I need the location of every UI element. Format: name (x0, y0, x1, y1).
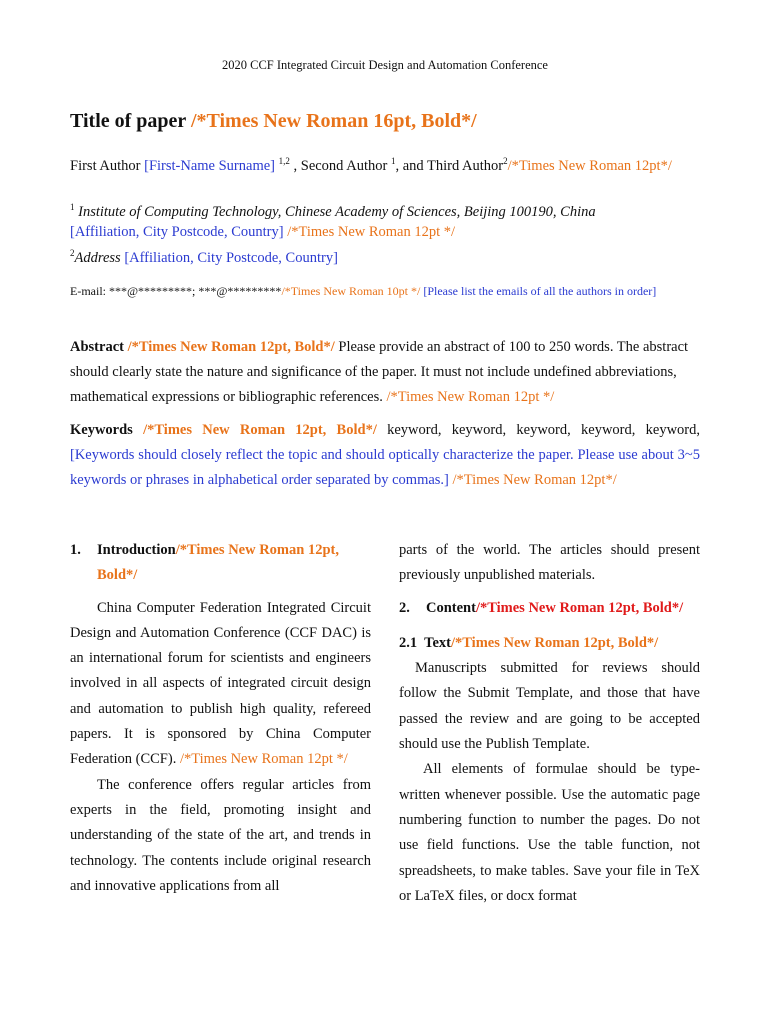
section-1-heading (70, 538, 371, 589)
keywords-format-note: /*Times New Roman 12pt*/ (448, 472, 617, 488)
section-1-paragraph-2-continued: parts of the world. The articles should present previously unpublished materials. (399, 542, 700, 584)
third-author: , and Third Author (395, 158, 504, 174)
email-placeholder: [Please list the emails of all the authors in order] (420, 284, 657, 298)
section-1-para-1-note: /*Times New Roman 12pt */ (179, 751, 348, 768)
section-1-number: 1. (70, 542, 81, 558)
abstract-text: Please provide an abstract of 100 to 250 words. The abstract should clearly state the nature and significance of the paper. It must not include undefined abbreviations, mathematical expressions or bibliographic references. (70, 339, 689, 405)
email-text: E-mail: ***@*********; ***@********* (70, 284, 282, 298)
author-line (70, 156, 690, 176)
affiliation-1 (70, 202, 710, 242)
section-2-heading (399, 596, 700, 621)
abstract (70, 335, 700, 410)
keywords (70, 418, 700, 493)
section-2-title: Content (426, 599, 476, 616)
first-author-sup: 1,2 (278, 156, 290, 166)
third-author-sup: 2 (503, 156, 508, 166)
title-text: Title of paper (70, 110, 191, 132)
section-2-paragraph-1: Manuscripts submitted for reviews should follow the Submit Template, and those that have passed the review and are going to be accepted should use the Publish Template. (399, 660, 700, 753)
affiliation-2-placeholder: [Affiliation, City Postcode, Country] (120, 250, 338, 266)
abstract-label-note: /*Times New Roman 12pt, Bold*/ (127, 339, 335, 355)
second-author: , Second Author (289, 158, 391, 174)
section-2-number: 2. (399, 599, 410, 616)
section-1-para-1-text: China Computer Federation Integrated Circuit Design and Automation Conference (CCF DAC) is an international forum for scientists and engineers involved in all aspects of integrated circuit design and automation to publish high quality, refereed papers. It is sponsored by China Computer Federation (CCF). (70, 599, 371, 768)
affiliation-1-text: Institute of Computing Technology, Chinese Academy of Sciences, Beijing 100190, China (74, 204, 596, 220)
subsection-2-1-heading (399, 631, 700, 656)
paper-title (70, 110, 477, 133)
section-1-format-note: /*Times New Roman 12pt, Bold*/ (97, 542, 339, 584)
authors-format-note: /*Times New Roman 12pt*/ (507, 158, 672, 174)
section-1-paragraph-2: The conference offers regular articles from experts in the field, promoting insight and understanding of the state of the art, and trends in technology. The contents include original research and innovative applications from all (70, 776, 371, 894)
right-column (399, 538, 700, 909)
keywords-text: keyword, keyword, keyword, keyword, keyword, (376, 422, 700, 438)
subsection-2-1-title: Text (424, 634, 451, 651)
affiliation-1-sup: 1 (70, 202, 75, 212)
email-format-note: /*Times New Roman 10pt */ (281, 284, 421, 298)
section-1-paragraph-1 (70, 596, 371, 773)
affiliation-1-placeholder: [Affiliation, City Postcode, Country] (70, 224, 284, 240)
section-1-title: Introduction (97, 542, 176, 558)
section-2-paragraph-2: All elements of formulae should be type-written whenever possible. Use the automatic page numbering function to number the pages. Do not use field functions. Use the table function, not spreadsheets, to make tables. Save your file in TeX or LaTeX files, or docx format (399, 761, 700, 904)
abstract-format-note: /*Times New Roman 12pt */ (386, 389, 555, 405)
left-column (70, 538, 371, 899)
section-2-format-note: /*Times New Roman 12pt, Bold*/ (475, 599, 684, 616)
conference-header: 2020 CCF Integrated Circuit Design and Automation Conference (222, 58, 548, 72)
email-line (70, 284, 690, 298)
subsection-2-1-number: 2.1 (399, 634, 418, 651)
affiliation-1-format-note: /*Times New Roman 12pt */ (283, 224, 456, 240)
abstract-label: Abstract (70, 339, 128, 355)
keywords-label: Keywords (70, 422, 144, 438)
second-author-sup: 1 (390, 156, 396, 166)
title-format-note: /*Times New Roman 16pt, Bold*/ (190, 110, 477, 132)
first-author-placeholder: [First-Name Surname] (144, 158, 275, 174)
keywords-placeholder: [Keywords should closely reflect the topic and should optically characterize the paper. Please use about 3~5 keywords or phrases in alphabetical order separated by commas.] (70, 447, 700, 488)
affiliation-2 (70, 248, 710, 268)
affiliation-2-sup: 2 (70, 248, 75, 258)
affiliation-2-text: Address (74, 250, 121, 266)
subsection-2-1-format-note: /*Times New Roman 12pt, Bold*/ (450, 634, 659, 651)
first-author: First Author (70, 158, 145, 174)
keywords-label-note: /*Times New Roman 12pt, Bold*/ (143, 422, 377, 438)
